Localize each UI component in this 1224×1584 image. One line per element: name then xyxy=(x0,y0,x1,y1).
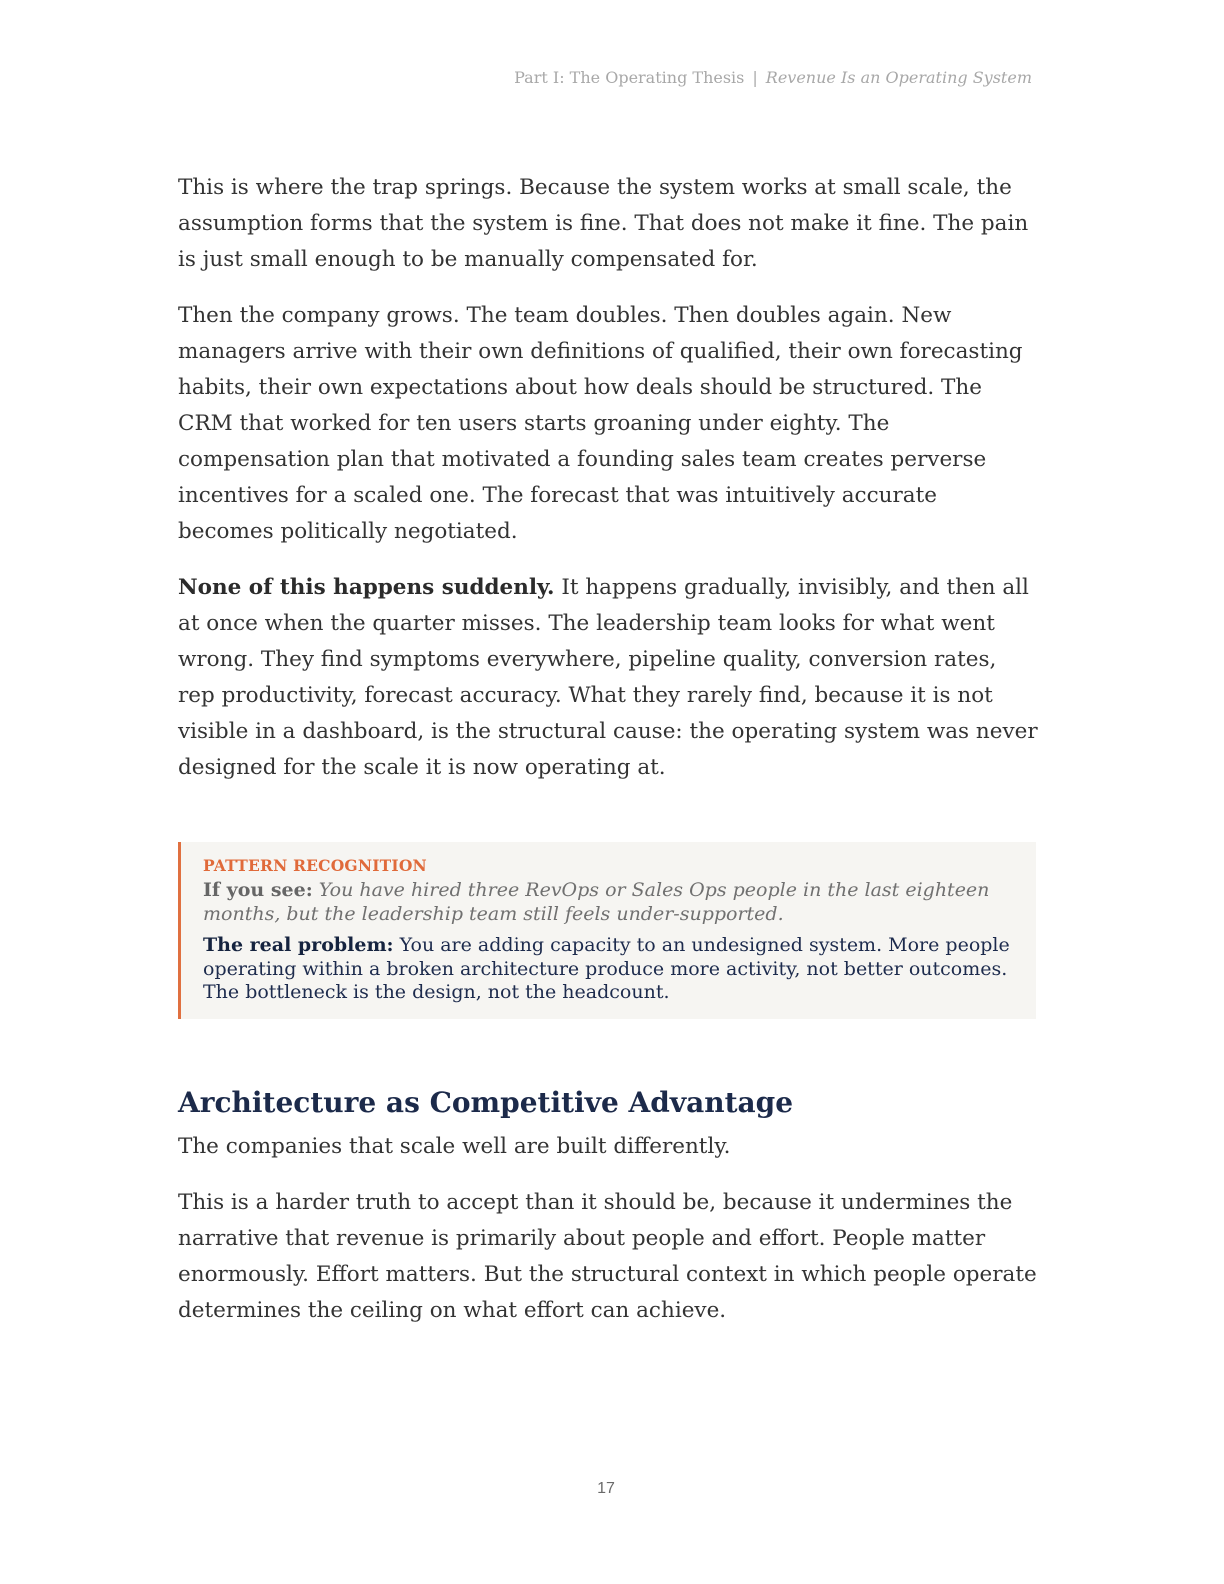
pattern-recognition-callout xyxy=(178,842,1036,1019)
section-paragraph-1: The companies that scale well are built differently. xyxy=(178,1133,731,1159)
callout-real-problem xyxy=(203,934,1012,1005)
main-content xyxy=(178,170,1038,1349)
section-paragraph-2: This is a harder truth to accept than it should be, because it undermines the narrative that revenue is primarily about people and effort. People matter enormously. Effort matters. But the structural context in which people operate determines the ceiling on what effort can achieve. xyxy=(178,1189,1037,1323)
running-header xyxy=(514,68,1032,87)
callout-see-text: You have hired three RevOps or Sales Ops people in the last eighteen months, but the leadership team still feels under-supported. xyxy=(203,879,990,925)
callout-see-label: If you see: xyxy=(203,879,313,901)
callout-real-label: The real problem: xyxy=(203,934,394,956)
body-paragraph-1: This is where the trap springs. Because the system works at small scale, the assumption forms that the system is fine. That does not make it fine. The pain is just small enough to be manually compensated for. xyxy=(178,175,1029,272)
page-number: 17 xyxy=(597,1480,615,1497)
header-part: Part I: The Operating Thesis xyxy=(514,68,745,87)
callout-label: PATTERN RECOGNITION xyxy=(203,856,427,875)
header-chapter: Revenue Is an Operating System xyxy=(765,68,1032,87)
callout-if-you-see xyxy=(203,879,1012,926)
callout-real-text: You are adding capacity to an undesigned system. More people operating within a broken architecture produce more activity, not better outcomes. The bottleneck is the design, not the headcount. xyxy=(203,934,1010,1003)
paragraph-rest: It happens gradually, invisibly, and then all at once when the quarter misses. The leadership team looks for what went wrong. They find symptoms everywhere, pipeline quality, conversion rates, rep productivity, forecast accuracy. What they rarely find, because it is not visible in a dashboard, is the structural cause: the operating system was never designed for the scale it is now operating at. xyxy=(178,575,1038,780)
section-heading: Architecture as Competitive Advantage xyxy=(178,1085,794,1119)
body-paragraph-2: Then the company grows. The team doubles. Then doubles again. New managers arrive with their own definitions of qualified, their own forecasting habits, their own expectations about how deals should be structured. The CRM that worked for ten users starts groaning under eighty. The compensation plan that motivated a founding sales team creates perverse incentives for a scaled one. The forecast that was intuitively accurate becomes politically negotiated. xyxy=(178,303,1023,544)
header-separator: | xyxy=(752,68,758,87)
body-paragraph-3 xyxy=(178,570,1038,786)
paragraph-lead-bold: None of this happens suddenly. xyxy=(178,575,555,600)
